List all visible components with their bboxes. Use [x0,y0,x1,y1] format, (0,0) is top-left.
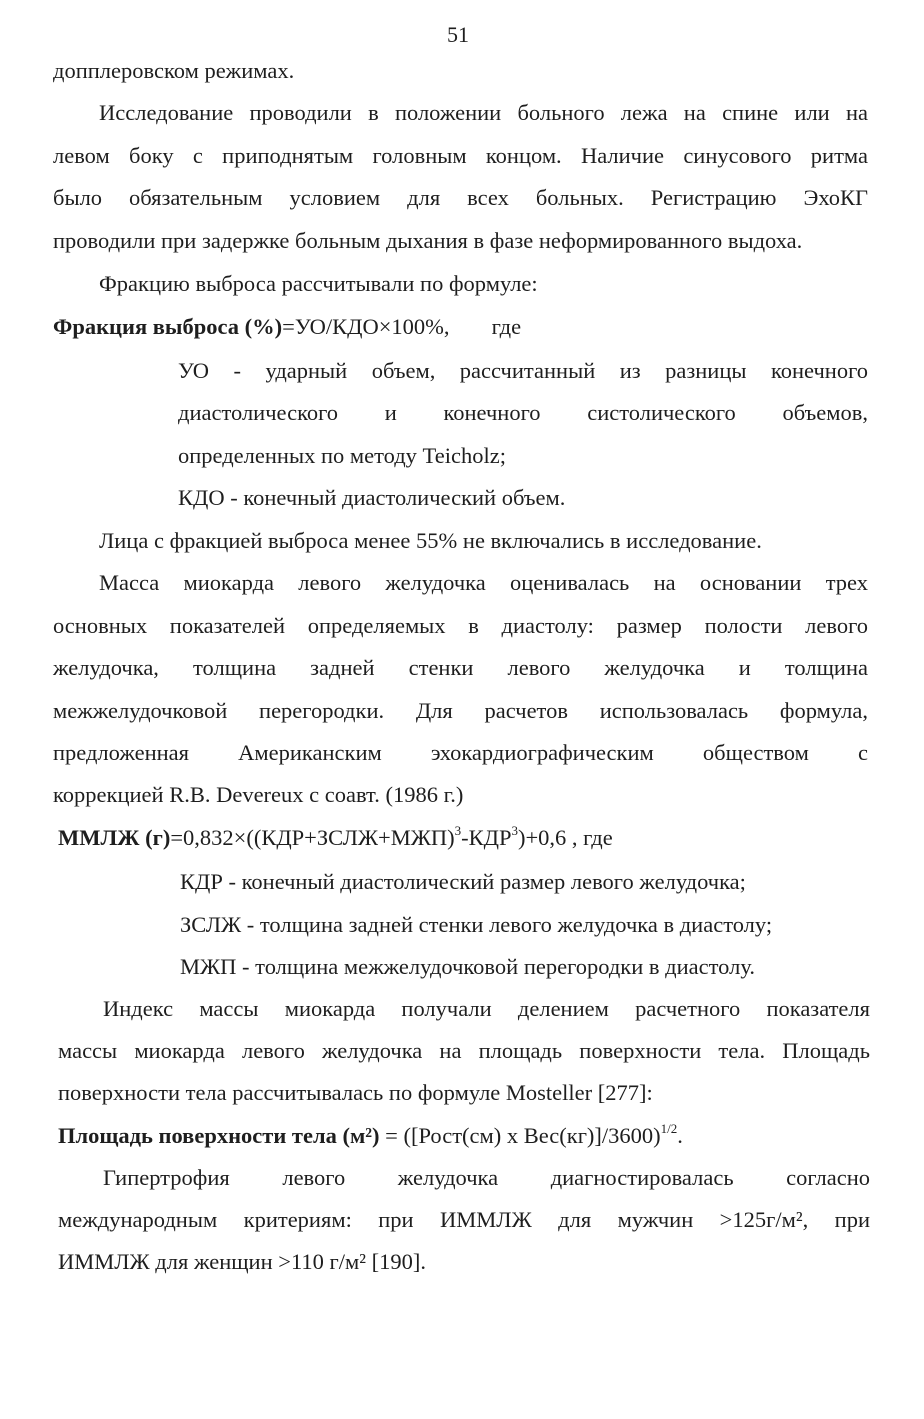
definition-line: УО - ударный объем, рассчитанный из разницы конечного [178,358,868,383]
lv-mass-formula [58,823,613,853]
definition-line: КДР - конечный диастолический размер левого желудочка; [180,869,746,894]
paragraph-line: международным критериям: при ИММЛЖ для мужчин >125г/м², при [58,1207,870,1232]
paragraph-line: Масса миокарда левого желудочка оценивалась на основании трех [99,570,868,595]
definition-line: ЗСЛЖ - толщина задней стенки левого желудочка в диастолу; [180,912,773,937]
paragraph-line: Фракцию выброса рассчитывали по формуле: [99,271,538,296]
paragraph-line: ИММЛЖ для женщин >110 г/м² [190]. [58,1249,426,1274]
definition-line: диастолического и конечного систолического объемов, [178,400,868,425]
paragraph-line: левом боку с приподнятым головным концом. Наличие синусового ритма [53,143,868,168]
paragraph-line: проводили при задержке больным дыхания в фазе неформированного выдоха. [53,228,803,253]
formula-superscript: 3 [511,822,518,838]
ejection-fraction-formula [53,312,521,342]
body-surface-area-formula [58,1121,683,1151]
paragraph-line: Гипертрофия левого желудочка диагностировалась согласно [103,1165,870,1190]
formula-superscript: 3 [454,822,462,838]
paragraph-line: было обязательным условием для всех больных. Регистрацию ЭхоКГ [53,185,868,210]
formula-part: -КДР [461,825,512,850]
paragraph-line: массы миокарда левого желудочка на площадь поверхности тела. Площадь [58,1038,870,1063]
formula-end: . [677,1123,683,1148]
formula-body: = ([Рост(см) х Вес(кг)]/3600) [379,1123,661,1148]
paragraph-line: межжелудочковой перегородки. Для расчетов использовалась формула, [53,698,868,723]
formula-body: =УО/КДО×100%, [282,314,450,339]
paragraph-line: желудочка, толщина задней стенки левого желудочка и толщина [53,655,868,680]
definition-line: МЖП - толщина межжелудочковой перегородки в диастолу. [180,954,755,979]
paragraph-continuation: допплеровском режимах. [53,58,295,83]
formula-part: )+0,6 , где [518,825,613,850]
paragraph-line: поверхности тела рассчитывалась по формуле Mosteller [277]: [58,1080,653,1105]
formula-label: Площадь поверхности тела (м²) [58,1123,380,1148]
formula-label: Фракция выброса (%) [53,314,283,339]
formula-where: где [491,314,522,339]
definition-line: КДО - конечный диастолический объем. [178,485,566,510]
formula-superscript: 1/2 [660,1120,678,1136]
formula-label: ММЛЖ (г) [58,825,171,850]
paragraph-line: основных показателей определяемых в диастолу: размер полости левого [53,613,868,638]
paragraph-line: предложенная Американским эхокардиографическим обществом с [53,740,868,765]
paragraph-line: коррекцией R.B. Devereux с соавт. (1986 г.) [53,782,464,807]
formula-part: =0,832×((КДР+ЗСЛЖ+МЖП) [170,825,455,850]
paragraph-line: Исследование проводили в положении больного лежа на спине или на [99,100,868,125]
page-number: 51 [447,22,469,47]
paragraph-line: Лица с фракцией выброса менее 55% не включались в исследование. [99,528,762,553]
paragraph-line: Индекс массы миокарда получали делением расчетного показателя [103,996,870,1021]
definition-line: определенных по методу Teicholz; [178,443,506,468]
